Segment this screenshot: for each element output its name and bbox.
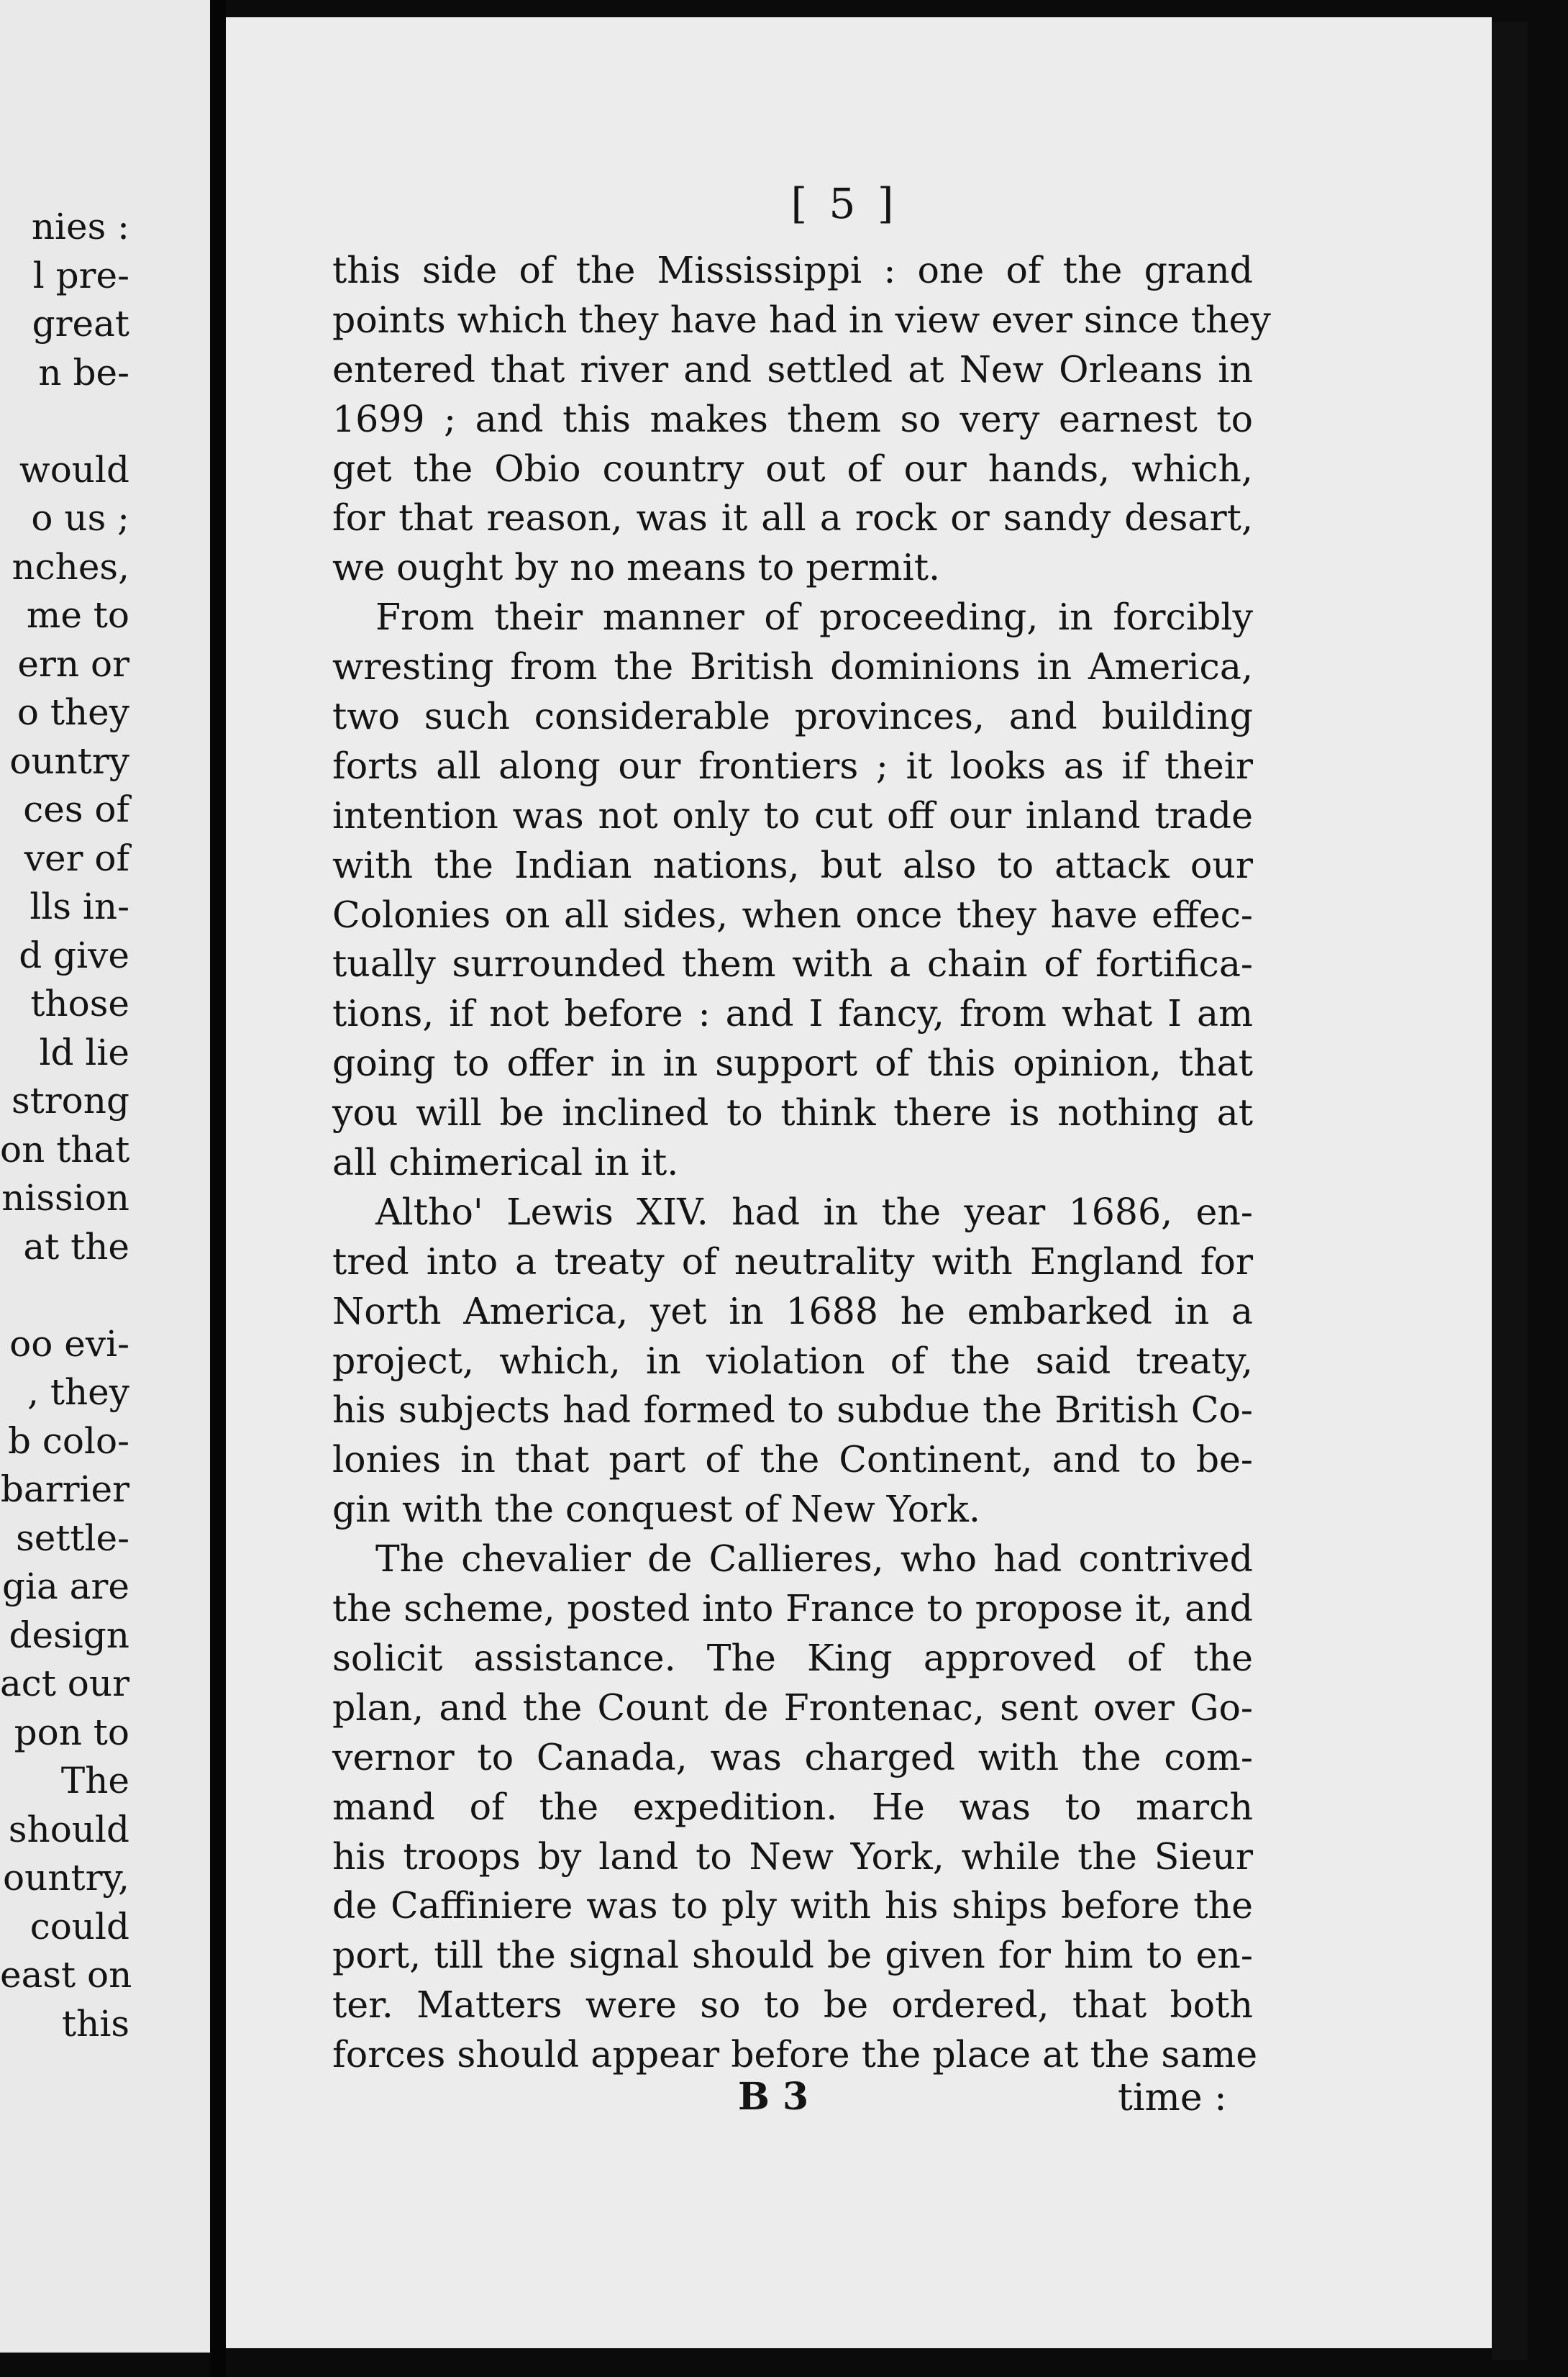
catchword: time :	[1118, 2076, 1227, 2119]
facing-line: strong	[12, 1080, 129, 1122]
text-line: 1699 ; and this makes them so very earnest to	[332, 397, 1253, 440]
facing-page-text	[0, 203, 132, 2048]
facing-line: gia are	[1, 1565, 129, 1607]
facing-line: me to	[26, 594, 129, 636]
facing-line: oo evi-	[9, 1322, 129, 1365]
facing-line: act our	[0, 1663, 130, 1704]
text-line: all chimerical in it.	[332, 1141, 679, 1184]
facing-line	[0, 1271, 129, 1320]
text-line: get the Obio country out of our hands, which,	[332, 447, 1253, 490]
facing-line: nission	[1, 1177, 129, 1219]
text-line: his subjects had formed to subdue the British Co-	[332, 1389, 1253, 1432]
text-line: The chevalier de Callieres, who had contrived	[375, 1537, 1253, 1581]
facing-line: o us ;	[31, 497, 129, 539]
text-line: vernor to Canada, was charged with the com-	[332, 1735, 1253, 1778]
text-line: this side of the Mississippi : one of the grand	[332, 249, 1253, 291]
facing-line: o they	[17, 691, 129, 733]
text-line: Altho' Lewis XIV. had in the year 1686, en-	[375, 1190, 1253, 1233]
text-line: tually surrounded them with a chain of fortifica-	[332, 942, 1253, 986]
facing-line: l pre-	[32, 254, 129, 296]
text-line: project, which, in violation of the said treaty,	[332, 1339, 1253, 1382]
text-line: forts all along our frontiers ; it looks as if their	[332, 744, 1253, 787]
text-line: plan, and the Count de Frontenac, sent over Go-	[332, 1686, 1253, 1729]
text-line: port, till the signal should be given for him to en-	[332, 1934, 1253, 1977]
facing-line: could	[29, 1905, 129, 1947]
facing-line: this	[62, 2002, 129, 2045]
text-line: the scheme, posted into France to propose it, and	[332, 1587, 1253, 1630]
facing-line: n be-	[38, 351, 129, 394]
facing-line: b colo-	[8, 1419, 129, 1462]
facing-line: should	[8, 1808, 129, 1850]
facing-line: east on	[0, 1954, 132, 1996]
facing-line: those	[30, 983, 129, 1024]
facing-line: , they	[27, 1371, 129, 1413]
text-line: we ought by no means to permit.	[332, 546, 941, 589]
facing-line: ountry,	[2, 1857, 129, 1899]
text-line: you will be inclined to think there is nothing at	[332, 1091, 1253, 1135]
facing-line: nches,	[12, 545, 129, 588]
facing-line: barrier	[0, 1468, 129, 1510]
text-line: intention was not only to cut off our inland trade	[332, 794, 1253, 837]
facing-line: pon to	[14, 1711, 129, 1753]
text-line: de Caffiniere was to ply with his ships before the	[332, 1884, 1253, 1927]
facing-line: ern or	[17, 642, 129, 685]
text-line: tions, if not before : and I fancy, from what I am	[332, 992, 1253, 1035]
text-line: mand of the expedition. He was to march	[332, 1785, 1253, 1828]
text-line: going to offer in in support of this opinion, that	[332, 1042, 1253, 1085]
facing-line: lls in-	[29, 886, 129, 927]
facing-line: design	[9, 1614, 129, 1656]
facing-line: great	[32, 303, 129, 345]
text-line: gin with the conquest of New York.	[332, 1488, 980, 1531]
text-line: with the Indian nations, but also to attack our	[332, 843, 1253, 886]
page-edge-shadow	[1492, 22, 1528, 2360]
facing-line: ld lie	[39, 1031, 129, 1073]
page-number: [ 5 ]	[790, 179, 898, 228]
book-gutter	[210, 0, 226, 2377]
text-line: entered that river and settled at New Orleans in	[332, 347, 1253, 391]
text-line: Colonies on all sides, when once they have effec-	[332, 893, 1253, 936]
facing-line: nies :	[31, 206, 129, 247]
facing-line: ountry	[9, 740, 129, 782]
facing-line: settle-	[16, 1517, 129, 1559]
text-line: From their manner of proceeding, in forcibly	[375, 596, 1253, 639]
book-page	[226, 17, 1492, 2348]
text-line: for that reason, was it all a rock or sandy desart,	[332, 496, 1253, 540]
text-line: ter. Matters were so to be ordered, that both	[332, 1983, 1253, 2027]
facing-line: at the	[23, 1225, 129, 1268]
facing-line: ces of	[23, 788, 129, 830]
text-line: his troops by land to New York, while the Sieur	[332, 1835, 1253, 1878]
text-line: two such considerable provinces, and building	[332, 695, 1253, 738]
text-line: wresting from the British dominions in America,	[332, 645, 1253, 688]
facing-line: The	[60, 1760, 129, 1801]
facing-line: ver of	[24, 837, 129, 879]
page-body	[332, 246, 1271, 2080]
text-line: solicit assistance. The King approved of the	[332, 1636, 1253, 1679]
facing-line: would	[19, 448, 129, 491]
facing-line: d give	[19, 934, 129, 976]
facing-page	[0, 0, 213, 2353]
text-line: North America, yet in 1688 he embarked in a	[332, 1289, 1253, 1332]
text-line: forces should appear before the place at the same	[332, 2033, 1258, 2076]
signature-mark: B 3	[738, 2075, 809, 2119]
facing-line: on that	[0, 1128, 130, 1171]
text-line: lonies in that part of the Continent, and to be-	[332, 1438, 1253, 1481]
text-line: points which they have had in view ever since they	[332, 298, 1271, 341]
text-line: tred into a treaty of neutrality with England for	[332, 1240, 1253, 1283]
facing-line	[0, 397, 129, 446]
